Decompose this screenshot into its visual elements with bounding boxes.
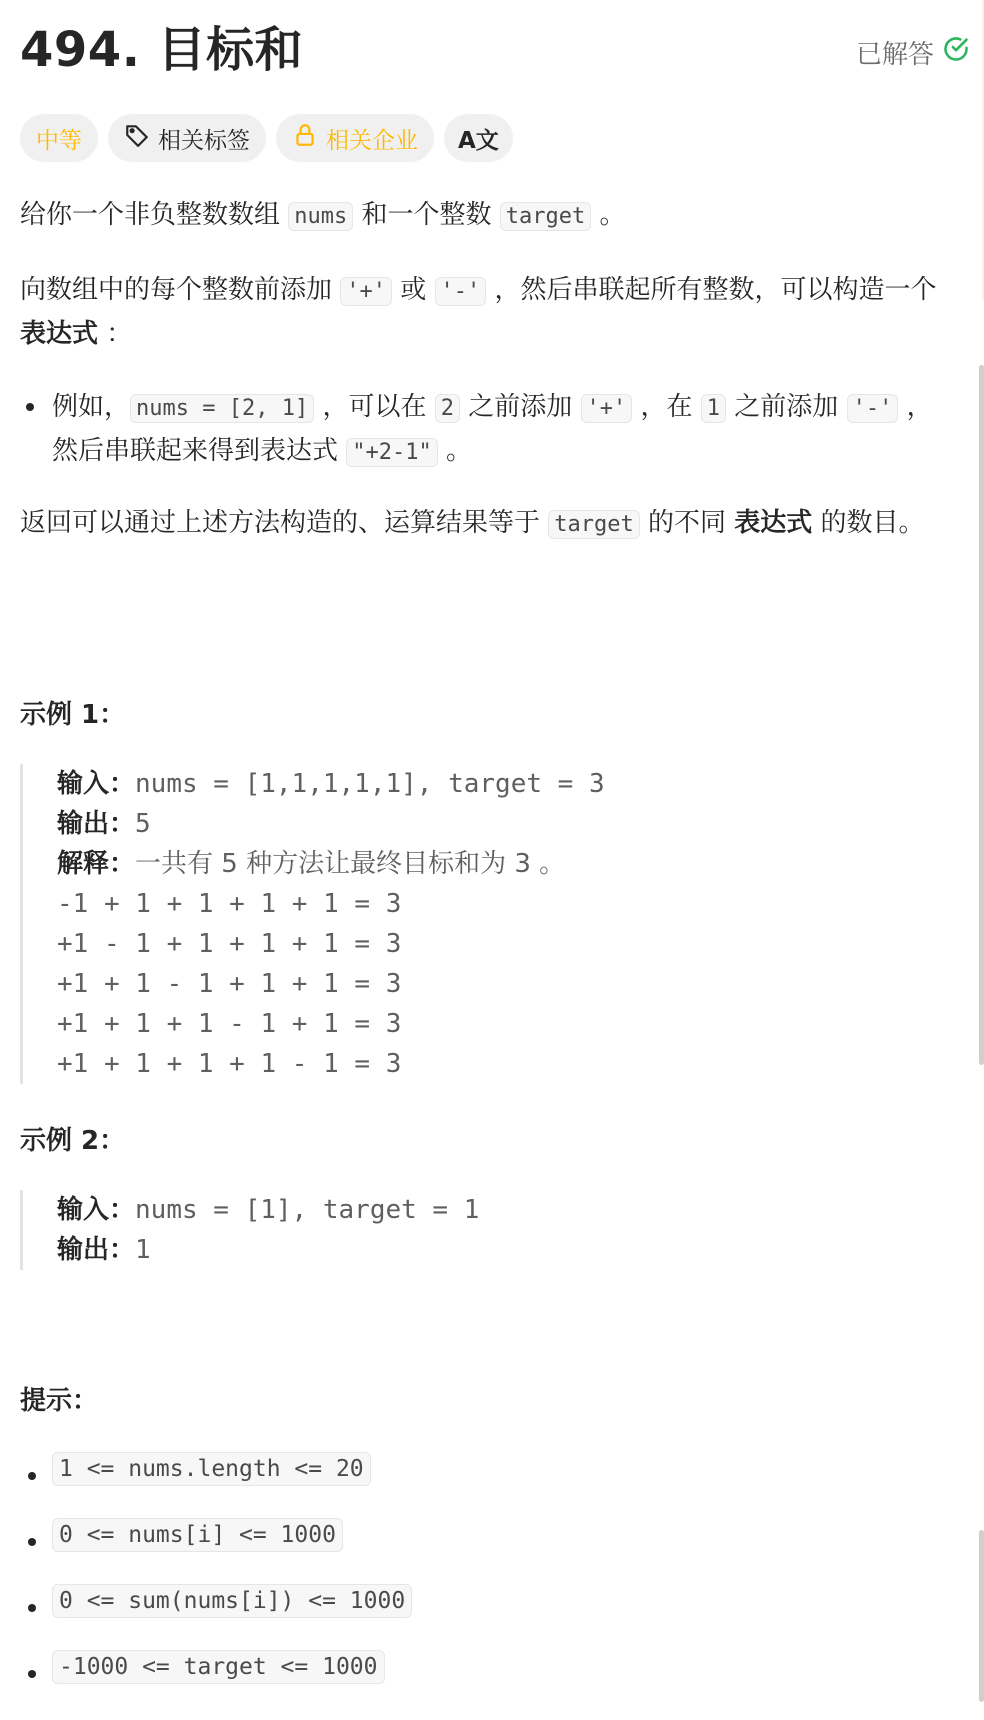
inline-code: 1 xyxy=(701,394,726,423)
text: ，可以在 xyxy=(314,392,435,422)
inline-code: 0 <= nums[i] <= 1000 xyxy=(52,1518,343,1552)
text: ： xyxy=(98,319,133,349)
text: 。 xyxy=(437,436,473,466)
list-item xyxy=(20,1456,412,1522)
text: ，然后串联起来得到表达式 xyxy=(52,392,933,466)
text: 的数目。 xyxy=(812,508,925,538)
input-value: nums = [1,1,1,1,1], target = 3 xyxy=(135,769,605,799)
description-paragraph-3 xyxy=(20,502,945,546)
list-item xyxy=(20,386,935,474)
text: 和一个整数 xyxy=(353,200,500,230)
explain-label: 解释： xyxy=(57,849,136,879)
secondary-scrollbar[interactable] xyxy=(979,1530,984,1702)
related-tags-label: 相关标签 xyxy=(158,127,250,154)
inline-code: target xyxy=(548,510,639,539)
list-item xyxy=(20,1654,412,1720)
text: 。 xyxy=(591,200,626,230)
text: 返回可以通过上述方法构造的、运算结果等于 xyxy=(20,508,549,538)
solved-label: 已解答 xyxy=(855,40,934,70)
inline-code: -1000 <= target <= 1000 xyxy=(52,1650,385,1684)
input-label: 输入： xyxy=(57,769,136,799)
scrollbar-thumb[interactable] xyxy=(979,365,984,1065)
output-label: 输出： xyxy=(57,1235,136,1265)
text: 例如， xyxy=(52,392,131,422)
output-value: 5 xyxy=(135,809,151,839)
tag-icon xyxy=(124,122,150,154)
translate-icon: A文 xyxy=(458,127,499,154)
explain-value: 一共有 5 种方法让最终目标和为 3 。 xyxy=(135,849,566,879)
example-2-block xyxy=(20,1190,957,1270)
problem-title: 494. 目标和 xyxy=(20,22,304,78)
difficulty-badge: 中等 xyxy=(20,114,98,162)
output-label: 输出： xyxy=(57,809,136,839)
text: 的不同 xyxy=(639,508,735,538)
text: ，在 xyxy=(632,392,701,422)
tag-row xyxy=(20,114,513,162)
inline-code: nums = [2, 1] xyxy=(130,394,314,423)
inline-code: '+' xyxy=(340,277,392,306)
inline-code: '+' xyxy=(581,394,633,423)
output-value: 1 xyxy=(135,1235,151,1265)
inline-code: target xyxy=(500,202,591,231)
related-tags-button[interactable] xyxy=(108,114,266,162)
inline-code: "+2-1" xyxy=(346,438,437,467)
check-circle-icon xyxy=(942,35,970,70)
input-label: 输入： xyxy=(57,1195,136,1225)
example-bullet-list xyxy=(20,386,935,474)
text: 给你一个非负整数数组 xyxy=(20,200,289,230)
example-2-output xyxy=(57,1230,957,1270)
related-companies-label: 相关企业 xyxy=(326,127,418,154)
hints-title: 提示： xyxy=(20,1386,99,1416)
text: 之前添加 xyxy=(726,392,847,422)
bold-text: 表达式 xyxy=(20,319,99,349)
text: ，然后串联起所有整数，可以构造一个 xyxy=(486,275,937,305)
inline-code: '-' xyxy=(435,277,487,306)
example-1-line: -1 + 1 + 1 + 1 + 1 = 3 xyxy=(57,889,402,919)
example-1-title: 示例 1： xyxy=(20,700,126,730)
example-1-block xyxy=(20,764,957,1084)
list-item xyxy=(20,1522,412,1588)
bold-text: 表达式 xyxy=(734,508,813,538)
constraints-list xyxy=(20,1456,412,1720)
text: 之前添加 xyxy=(459,392,581,422)
input-value: nums = [1], target = 1 xyxy=(135,1195,480,1225)
example-2-title: 示例 2： xyxy=(20,1126,126,1156)
inline-code: '-' xyxy=(847,394,899,423)
related-companies-button[interactable] xyxy=(276,114,434,162)
title-row xyxy=(20,20,970,80)
example-1-explanation xyxy=(57,844,957,884)
translate-button[interactable] xyxy=(444,114,513,162)
example-2-input xyxy=(57,1190,957,1230)
text: 或 xyxy=(392,275,435,305)
text: 向数组中的每个整数前添加 xyxy=(20,275,341,305)
solved-status xyxy=(856,34,970,71)
example-1-line: +1 + 1 - 1 + 1 + 1 = 3 xyxy=(57,969,402,999)
example-1-input xyxy=(57,764,957,804)
description-paragraph-1 xyxy=(20,194,945,238)
lock-icon xyxy=(292,122,318,154)
inline-code: 1 <= nums.length <= 20 xyxy=(52,1452,371,1486)
inline-code: 2 xyxy=(435,394,460,423)
example-1-output xyxy=(57,804,957,844)
list-item xyxy=(20,1588,412,1654)
example-1-line: +1 - 1 + 1 + 1 + 1 = 3 xyxy=(57,929,402,959)
example-1-line: +1 + 1 + 1 + 1 - 1 = 3 xyxy=(57,1049,402,1079)
inline-code: nums xyxy=(288,202,353,231)
description-paragraph-2 xyxy=(20,269,945,355)
example-1-line: +1 + 1 + 1 - 1 + 1 = 3 xyxy=(57,1009,402,1039)
inline-code: 0 <= sum(nums[i]) <= 1000 xyxy=(52,1584,412,1618)
